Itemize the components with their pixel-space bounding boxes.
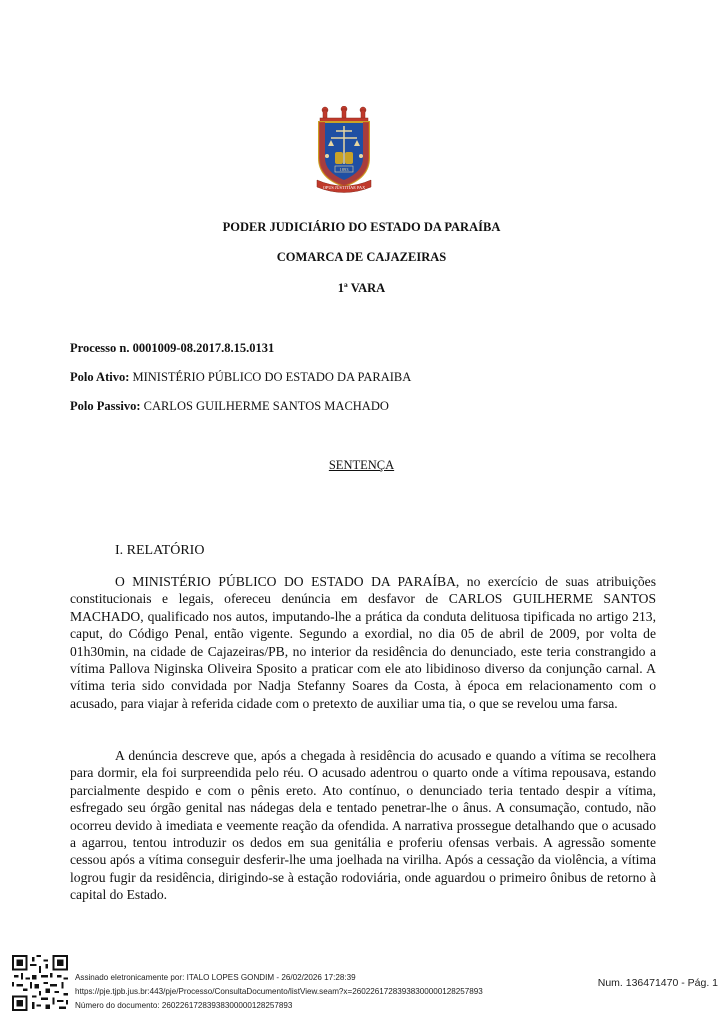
polo-ativo — [70, 370, 411, 385]
svg-text:1893: 1893 — [339, 167, 349, 172]
polo-passivo-value: CARLOS GUILHERME SANTOS MACHADO — [143, 399, 389, 413]
process-number: Processo n. 0001009-08.2017.8.15.0131 — [70, 341, 275, 355]
court-name: PODER JUDICIÁRIO DO ESTADO DA PARAÍBA — [222, 220, 501, 234]
document-number: Número do documento: 26022617283938300000128257893 — [75, 1001, 293, 1010]
paragraph-1: O MINISTÉRIO PÚBLICO DO ESTADO DA PARAÍBA, no exercício de suas atribuições constitucionais e legais, ofereceu denúncia em desfavor de CARLOS GUILHERME SANTOS MACHADO, qualificado nos autos, imputando-lhe a prática da conduta delituosa tipificada no artigo 213, caput, do Código Penal, então vigente. Segundo a exordial, no dia 05 de abril de 2009, por volta de 01h30min, na cidade de Cajazeiras/PB, no interior da residência do denunciado, este teria constrangido a vítima Pallova Niginska Oliveira Sposito a praticar com ele ato libidinoso diverso da conjunção carnal. A vítima teria sido convidada por Nadja Stefanny Soares da Costa, à época em relacionamento com o acusado, para viajar à referida cidade com o pretexto de auxiliar uma tia, o que se revelou uma farsa. — [70, 574, 656, 711]
comarca-name: COMARCA DE CAJAZEIRAS — [276, 250, 447, 264]
vara-name: 1ª VARA — [337, 281, 386, 295]
polo-ativo-label: Polo Ativo: — [70, 370, 130, 384]
qr-code-icon — [12, 955, 68, 1011]
court-crest-logo — [311, 106, 377, 196]
paragraph-2: A denúncia descreve que, após a chegada à residência do acusado e quando a vítima se recolhera para dormir, ela foi surpreendida pelo réu. O acusado adentrou o quarto onde a vítima repousava, estando parcialmente despido e com o pênis ereto. Ato contínuo, o denunciado teria tentado despir a vítima, esfregado seu órgão genital nas nádegas dela e tentado penetrar-lhe o ânus. A consumação, contudo, não ocorreu devido à imediata e veemente reação da ofendida. A narrativa prossegue detalhando que o acusado a agarrou, tentou introduzir os dedos em sua genitália e proferiu ofensas verbais. A agressão somente cessou após a vítima conseguir desferir-lhe uma joelhada na virilha. Após a cessação da violência, a vítima logrou fugir da residência, dirigindo-se à estação rodoviária, onde aguardou o primeiro ônibus de retorno à capital do Estado. — [70, 748, 656, 903]
polo-ativo-value: MINISTÉRIO PÚBLICO DO ESTADO DA PARAIBA — [132, 370, 412, 384]
polo-passivo — [70, 399, 389, 414]
signature-line: Assinado eletronicamente por: ITALO LOPES GONDIM - 26/02/2026 17:28:39 — [75, 973, 356, 982]
polo-passivo-label: Polo Passivo: — [70, 399, 141, 413]
page-number: Num. 136471470 - Pág. 1 — [597, 977, 718, 989]
section-heading: I. RELATÓRIO — [115, 543, 205, 558]
svg-text:OPUS JUSTITIAE PAX: OPUS JUSTITIAE PAX — [322, 185, 366, 190]
document-title: SENTENÇA — [328, 458, 395, 472]
document-url[interactable]: https://pje.tjpb.jus.br:443/pje/Processo/ConsultaDocumento/listView.seam?x=26022617283938300000128257893 — [75, 987, 483, 996]
